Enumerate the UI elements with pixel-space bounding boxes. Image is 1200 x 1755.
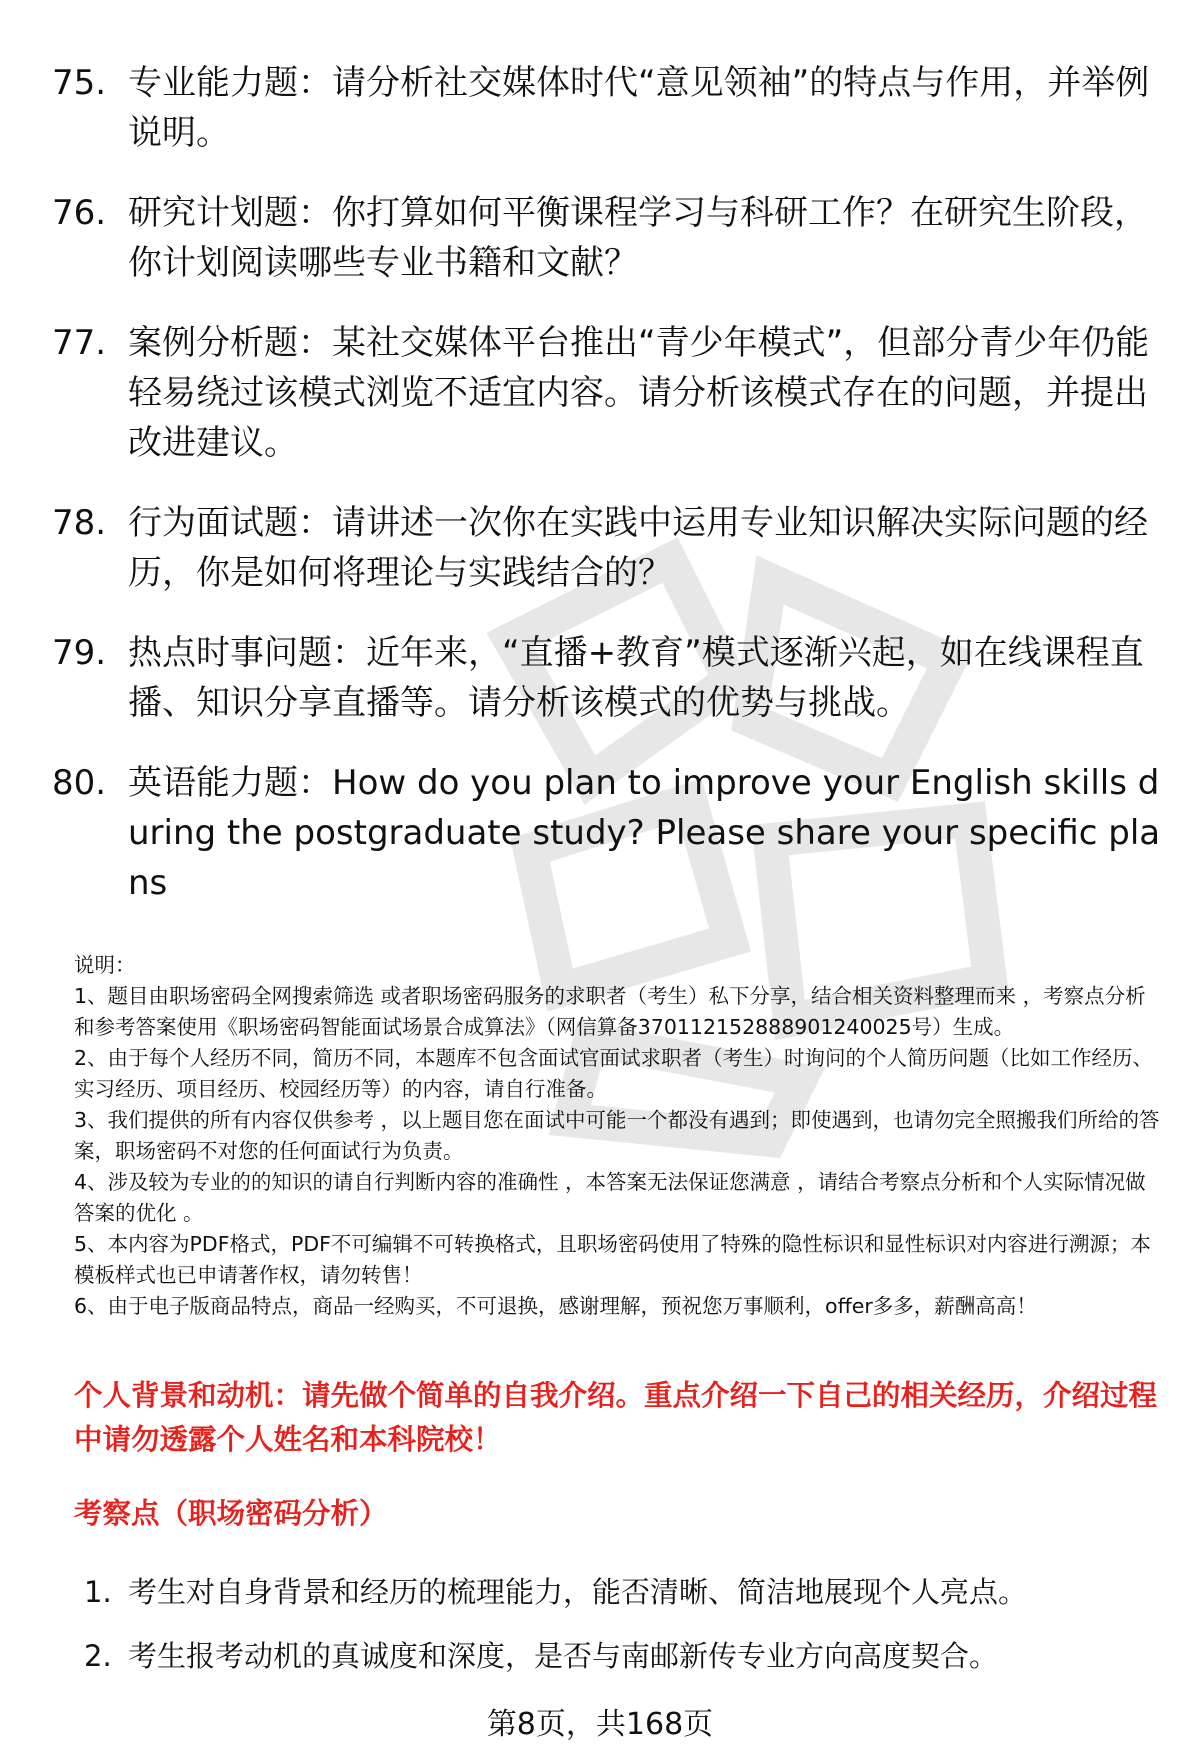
note-item: 2、由于每个人经历不同，简历不同，本题库不包含面试官面试求职者（考生）时询问的个人简历问题（比如工作经历、实习经历、项目经历、校园经历等）的内容，请自行准备。 <box>74 1046 1154 1101</box>
question-list <box>52 58 1162 938</box>
assessment-point <box>84 1570 1164 1614</box>
question-text: 英语能力题：How do you plan to improve your English skills during the postgraduate study? Please share your specific plans <box>128 763 1161 903</box>
notes-block <box>74 950 1164 1322</box>
section-title: 个人背景和动机：请先做个简单的自我介绍。重点介绍一下自己的相关经历，介绍过程中请勿透露个人姓名和本科院校！ <box>74 1379 1158 1456</box>
question-number: 79. <box>52 633 107 673</box>
point-number: 2. <box>84 1639 112 1673</box>
note-item: 3、我们提供的所有内容仅供参考 ，以上题目您在面试中可能一个都没有遇到；即使遇到，也请勿完全照搬我们所给的答案，职场密码不对您的任何面试行为负责。 <box>74 1108 1160 1163</box>
question-text: 研究计划题：你打算如何平衡课程学习与科研工作？在研究生阶段，你计划阅读哪些专业书籍和文献？ <box>128 193 1148 283</box>
note-item: 4、涉及较为专业的的知识的请自行判断内容的准确性 ，本答案无法保证您满意 ，请结合考察点分析和个人实际情况做答案的优化 。 <box>74 1170 1146 1225</box>
note-item: 6、由于电子版商品特点，商品一经购买，不可退换，感谢理解，预祝您万事顺利，offer多多，薪酬高高！ <box>74 1294 1037 1318</box>
point-number: 1. <box>84 1575 112 1609</box>
assessment-point <box>84 1634 1164 1678</box>
note-item: 5、本内容为PDF格式，PDF不可编辑不可转换格式，且职场密码使用了特殊的隐性标识和显性标识对内容进行溯源；本模板样式也已申请著作权，请勿转售！ <box>74 1232 1151 1287</box>
question-number: 76. <box>52 193 107 233</box>
page-footer: 第8页，共168页 <box>486 1707 714 1742</box>
question-item <box>52 318 1162 468</box>
question-number: 80. <box>52 763 107 803</box>
question-text: 案例分析题：某社交媒体平台推出“青少年模式”，但部分青少年仍能轻易绕过该模式浏览不适宜内容。请分析该模式存在的问题，并提出改进建议。 <box>128 323 1150 463</box>
question-item <box>52 758 1162 908</box>
question-number: 75. <box>52 63 107 103</box>
question-text: 行为面试题：请讲述一次你在实践中运用专业知识解决实际问题的经历，你是如何将理论与实践结合的？ <box>128 503 1148 593</box>
question-item <box>52 58 1162 158</box>
question-number: 77. <box>52 323 107 363</box>
point-text: 考生报考动机的真诚度和深度，是否与南邮新传专业方向高度契合。 <box>128 1639 999 1673</box>
assessment-points <box>84 1570 1164 1698</box>
question-item <box>52 498 1162 598</box>
notes-heading: 说明： <box>74 953 136 977</box>
question-text: 专业能力题：请分析社交媒体时代“意见领袖”的特点与作用，并举例说明。 <box>128 63 1150 153</box>
point-text: 考生对自身背景和经历的梳理能力，能否清晰、简洁地展现个人亮点。 <box>128 1575 1028 1609</box>
section-subtitle: 考察点（职场密码分析） <box>74 1497 388 1530</box>
note-item: 1、题目由职场密码全网搜索筛选 或者职场密码服务的求职者（考生）私下分享，结合相关资料整理而来 ，考察点分析和参考答案使用《职场密码智能面试场景合成算法》（网信算备370112152888901240025号）生成。 <box>74 984 1146 1039</box>
question-number: 78. <box>52 503 107 543</box>
question-item <box>52 188 1162 288</box>
question-text: 热点时事问题：近年来，“直播+教育”模式逐渐兴起，如在线课程直播、知识分享直播等。请分析该模式的优势与挑战。 <box>128 633 1144 723</box>
question-item <box>52 628 1162 728</box>
